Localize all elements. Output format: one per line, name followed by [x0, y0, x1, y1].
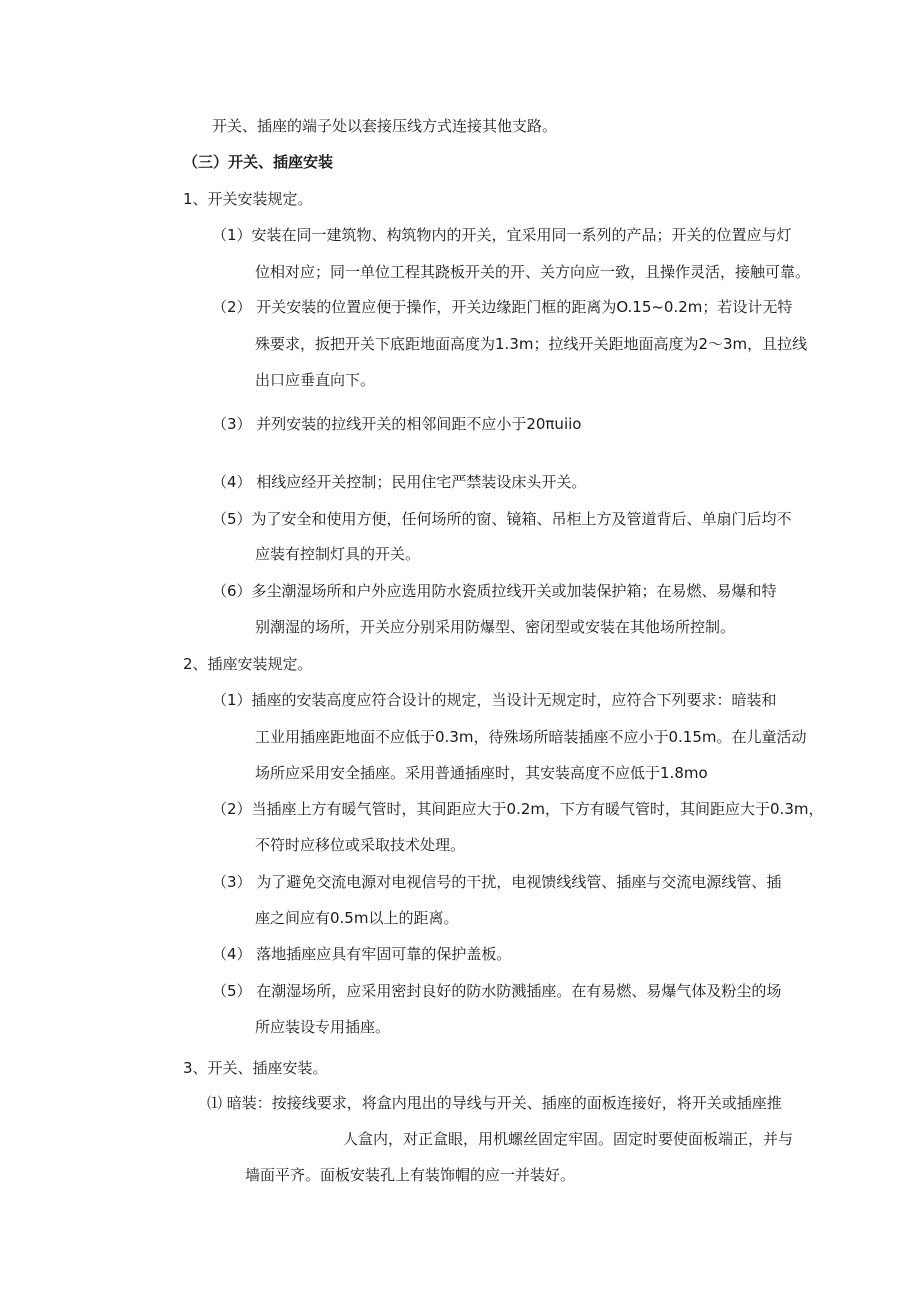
paragraph-line: 开关、插座的端子处以套接压线方式连接其他支路。 — [212, 117, 558, 135]
list-item-cont: 别潮湿的场所，开关应分别采用防爆型、密闭型或安装在其他场所控制。 — [255, 618, 736, 636]
list-item: （1）安装在同一建筑物、构筑物内的开关，宜采用同一系列的产品；开关的位置应与灯 — [212, 226, 792, 244]
list-item-cont: 人盒内，对正盒眼，用机螺丝固定牢固。固定时要使面板端正，并与 — [343, 1130, 794, 1148]
subsection-title: 2、插座安装规定。 — [183, 655, 313, 673]
list-item-cont: 出口应垂直向下。 — [255, 371, 376, 389]
list-item: （3） 为了避免交流电源对电视信号的干扰，电视馈线线管、插座与交流电源线管、插 — [212, 873, 782, 891]
list-item: （6）多尘潮湿场所和户外应选用防水瓷质拉线开关或加装保护箱；在易燃、易爆和特 — [212, 582, 777, 600]
list-item-cont: 座之间应有0.5m以上的距离。 — [255, 909, 459, 927]
list-item-cont: 所应装设专用插座。 — [255, 1018, 391, 1036]
list-item: （3） 并列安装的拉线开关的相邻间距不应小于20πuiio — [212, 415, 582, 433]
list-item-cont: 场所应采用安全插座。采用普通插座时，其安装高度不应低于1.8mo — [255, 764, 708, 782]
list-item: （4） 落地插座应具有牢固可靠的保护盖板。 — [212, 945, 512, 963]
subsection-title: 1、开关安装规定。 — [183, 190, 313, 208]
list-item: （2）当插座上方有暖气管时，其间距应大于0.2m，下方有暖气管时，其间距应大于0.3m， — [212, 800, 824, 818]
list-item: ⑴ 暗装：按接线要求，将盒内甩出的导线与开关、插座的面板连接好，将开关或插座推 — [207, 1094, 782, 1112]
list-item-cont: 应装有控制灯具的开关。 — [255, 545, 421, 563]
subsection-title: 3、开关、插座安装。 — [183, 1059, 328, 1077]
section-heading: （三）开关、插座安装 — [183, 153, 334, 171]
list-item-cont: 墙面平齐。面板安装孔上有装饰帽的应一并装好。 — [245, 1166, 576, 1184]
list-item-cont: 位相对应；同一单位工程其跷板开关的开、关方向应一致，且操作灵活，接触可靠。 — [255, 263, 811, 281]
list-item: （4） 相线应经开关控制；民用住宅严禁装设床头开关。 — [212, 473, 587, 491]
list-item: （5）为了安全和使用方便，任何场所的窗、镜箱、吊柜上方及管道背后、单扇门后均不 — [212, 510, 792, 528]
list-item-cont: 工业用插座距地面不应低于0.3m，待殊场所暗装插座不应小于0.15m。在儿童活动 — [255, 728, 807, 746]
list-item: （1）插座的安装高度应符合设计的规定，当设计无规定时，应符合下列要求：暗装和 — [212, 691, 777, 709]
list-item: （2） 开关安装的位置应便于操作，开关边缘距门框的距离为O.15~0.2m；若设计无特 — [212, 298, 793, 316]
list-item: （5） 在潮湿场所，应采用密封良好的防水防溅插座。在有易燃、易爆气体及粉尘的场 — [212, 982, 782, 1000]
list-item-cont: 殊要求，扳把开关下底距地面高度为1.3m；拉线开关距地面高度为2～3m，且拉线 — [255, 335, 808, 353]
list-item-cont: 不符时应移位或采取技术处理。 — [255, 836, 466, 854]
